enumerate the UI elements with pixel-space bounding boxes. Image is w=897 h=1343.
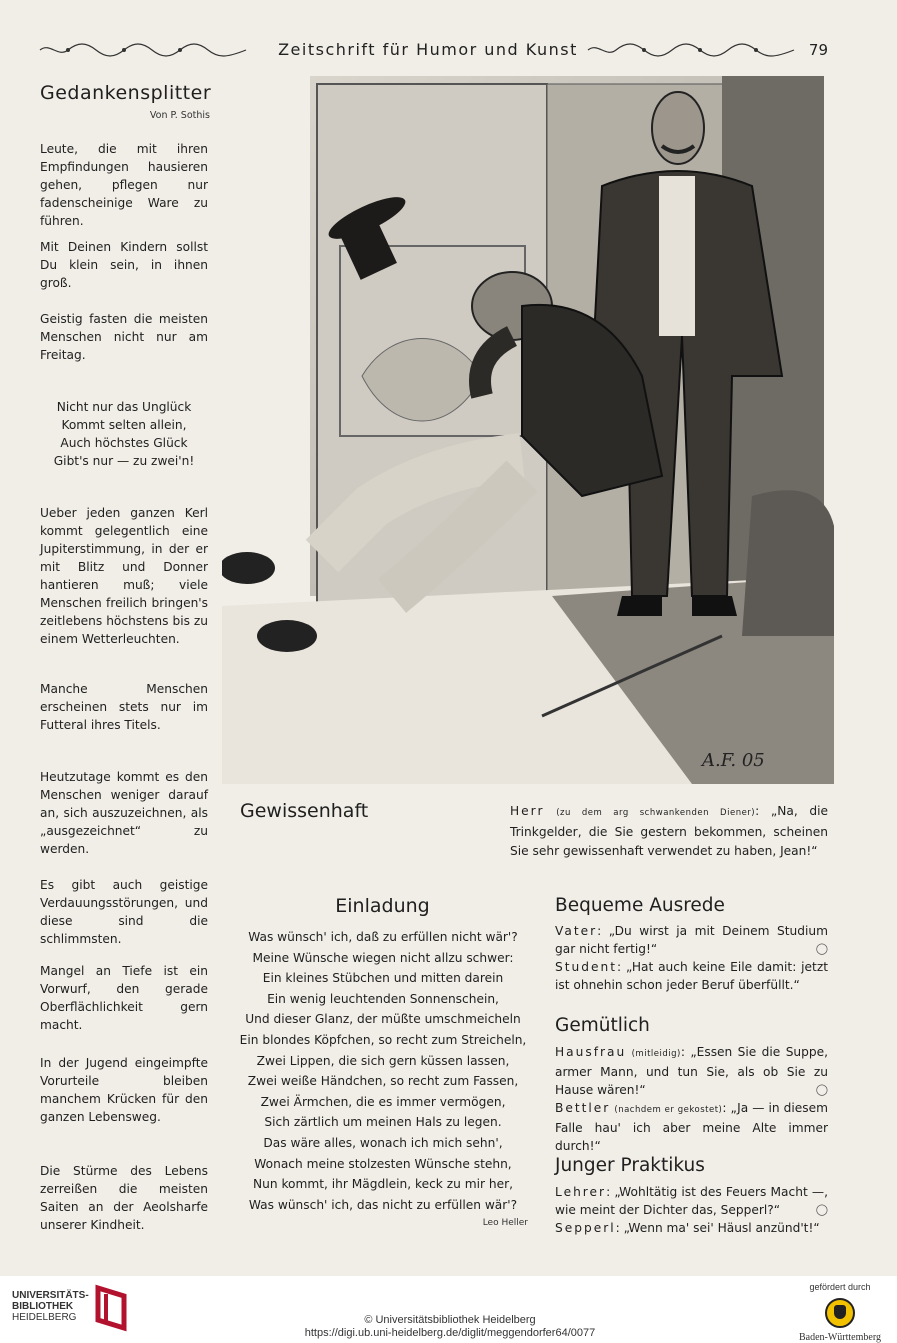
illustration (222, 76, 834, 784)
section-mark-icon: ◯ (815, 1083, 828, 1096)
poem-line: Meine Wünsche wiegen nicht allzu schwer: (252, 950, 514, 965)
aphorism: In der Jugend eingeimpfte Vorurteile bleiben manchem Krücken für den ganzen Lebensweg. (40, 1056, 208, 1124)
speaker: Lehrer (555, 1185, 607, 1199)
gemuetlich-title: Gemütlich (555, 1015, 650, 1036)
library-line-2: BIBLIOTHEK (12, 1301, 74, 1312)
funder-block (790, 1282, 890, 1343)
poem-line: Und dieser Glanz, der müßte umschmeicheln (245, 1012, 521, 1027)
stage-direction: (nachdem er gekostet) (614, 1105, 723, 1115)
source-url-link[interactable]: https://digi.ub.uni-heidelberg.de/diglit/meggendorfer64/0077 (304, 1327, 596, 1339)
stage-direction: (mitleidig) (631, 1049, 681, 1059)
einladung-title: Einladung (335, 895, 430, 917)
speaker: Hausfrau (555, 1045, 627, 1059)
aphorism: Leute, die mit ihren Empfindungen hausieren gehen, pflegen nur fadenscheinige Ware zu führen. (40, 142, 208, 228)
poem-line: Nun kommt, ihr Mägdlein, keck zu mir her, (253, 1177, 513, 1192)
section-title: Gedankensplitter (40, 82, 212, 104)
aphorism-verse: Nicht nur das Unglück Kommt selten allein, Auch höchstes Glück Gibt's nur — zu zwei'n! (53, 400, 195, 468)
funder-name: Baden-Württemberg (798, 1332, 881, 1343)
poem-line: Ein blondes Köpfchen, so recht zum Streicheln, (239, 1032, 527, 1047)
aphorism: Mit Deinen Kindern sollst Du klein sein, in ihnen groß. (40, 240, 208, 290)
aphorism: Es gibt auch geistige Verdauungsstörungen, und diese sind die schlimmsten. (40, 878, 208, 946)
dialogue: : „Essen Sie die Suppe, armer Mann, und tun Sie, als ob Sie zu Hause wären!“ (555, 1045, 829, 1097)
poem-line: Das wäre alles, wonach ich mich sehn', (263, 1135, 503, 1150)
speaker: Student (555, 960, 617, 974)
poem-line: Sich zärtlich um meinen Hals zu legen. (264, 1115, 502, 1130)
copyright-text: © Universitätsbibliothek Heidelberg (364, 1314, 536, 1326)
dialogue: : „Na, die Trinkgelder, die Sie gestern bekommen, scheinen Sie sehr gewissenhaft verwendet zu haben, Jean!“ (510, 804, 829, 858)
speaker: Vater (555, 924, 598, 938)
magazine-title: Zeitschrift für Humor und Kunst (278, 40, 578, 59)
state-seal-icon (825, 1298, 855, 1328)
library-line-3: HEIDELBERG (12, 1312, 77, 1323)
poem-line: Zwei weiße Händchen, so recht zum Fassen, (247, 1074, 519, 1089)
gewissenhaft-title: Gewissenhaft (240, 800, 369, 822)
stage-direction: (zu dem arg schwankenden Diener) (556, 808, 756, 818)
gedankensplitter-heading-block (40, 82, 210, 121)
funded-by-label: gefördert durch (809, 1282, 871, 1292)
dialogue: : „Wohltätig ist des Feuers Macht —, wie meint der Dichter das, Sepperl?“ (555, 1185, 828, 1217)
poem-line: Wonach meine stolzesten Wünsche stehn, (254, 1156, 512, 1171)
library-line-1: UNIVERSITÄTS- (12, 1290, 89, 1301)
illustration-drunk-servant-icon (222, 76, 834, 784)
dialogue: : „Ja — in diesem Falle hau' ich aber meine Alte immer durch!“ (555, 1101, 828, 1153)
poem-line: Zwei Ärmchen, die es immer vermögen, (260, 1094, 506, 1109)
ornament-right-icon (586, 42, 796, 58)
gemuetlich-text (555, 1043, 828, 1155)
speaker: Herr (510, 804, 545, 818)
library-name (12, 1290, 92, 1323)
section-mark-icon: ◯ (815, 942, 828, 955)
aphorism: Die Stürme des Lebens zerreißen die meisten Saiten an der Aeolsharfe unserer Kindheit. (40, 1164, 208, 1232)
speaker: Bettler (555, 1101, 611, 1115)
bequeme-ausrede-text (555, 922, 828, 994)
artist-signature: A.F. 05 (702, 750, 765, 771)
poem-line: Ein wenig leuchtenden Sonnenschein, (267, 991, 499, 1006)
ornament-left-icon (38, 42, 248, 58)
copyright-block (270, 1314, 630, 1340)
aphorism: Manche Menschen erscheinen stets nur im Futteral ihres Titels. (40, 682, 208, 732)
gewissenhaft-text (510, 802, 828, 861)
section-mark-icon: ◯ (815, 1203, 828, 1216)
aphorism: Geistig fasten die meisten Menschen nicht nur am Freitag. (40, 312, 208, 362)
dialogue: : „Wenn ma' sei' Häusl anzünd't!“ (615, 1221, 820, 1235)
poem-line: Was wünsch' ich, das nicht zu erfüllen wär'? (248, 1197, 518, 1212)
running-header (38, 40, 828, 62)
byline: Von P. Sothis (149, 110, 210, 121)
junger-praktikus-text (555, 1183, 828, 1237)
dialogue: : „Hat auch keine Eile damit: jetzt ist ohnehin schon jeder Beruf überfüllt.“ (555, 960, 828, 992)
aphorism: Heutzutage kommt es den Menschen weniger darauf an, sich auszuzeichnen, als „ausgezeichnet“ zu werden. (40, 770, 208, 856)
aphorism: Ueber jeden ganzen Kerl kommt gelegentlich eine Jupiterstimmung, in der er mit Blitz und Donner hantieren muß; viele Menschen freilich bringen's zeitlebens höchstens bis zu einem Wetterleuchten. (40, 506, 208, 646)
junger-praktikus-title: Junger Praktikus (555, 1155, 705, 1176)
aphorism: Mangel an Tiefe ist ein Vorwurf, den gerade Oberflächlichkeit gern macht. (40, 964, 208, 1032)
poem-line: Zwei Lippen, die sich gern küssen lassen, (256, 1053, 510, 1068)
poem-line: Was wünsch' ich, daß zu erfüllen nicht wär'? (248, 930, 518, 944)
page-number: 79 (808, 41, 828, 59)
speaker: Sepperl (555, 1221, 616, 1235)
bequeme-ausrede-title: Bequeme Ausrede (555, 895, 725, 916)
einladung-poem (236, 927, 530, 1215)
poem-line: Ein kleines Stübchen und mitten darein (262, 971, 504, 986)
poem-author: Leo Heller (482, 1218, 528, 1228)
dialogue: : „Du wirst ja mit Deinem Studium gar nicht fertig!“ (555, 924, 828, 956)
